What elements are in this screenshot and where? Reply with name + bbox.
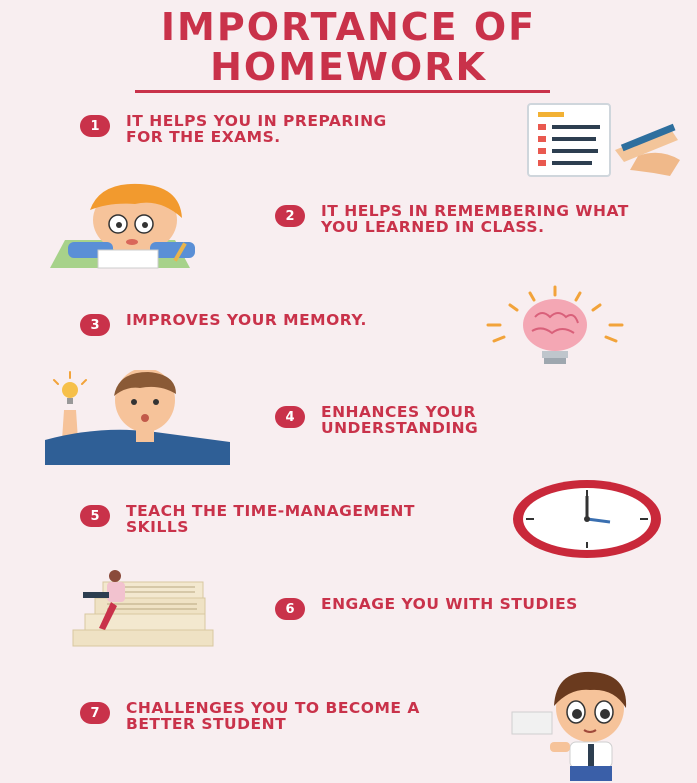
idea-man-icon bbox=[40, 370, 235, 465]
item-1-badge: 1 bbox=[80, 115, 110, 137]
item-3-text: IMPROVES YOUR MEMORY. bbox=[126, 311, 367, 329]
item-1-text: IT HELPS YOU IN PREPARING FOR THE EXAMS. bbox=[126, 112, 387, 146]
studying-boy-icon bbox=[40, 180, 200, 275]
item-4 bbox=[275, 404, 675, 436]
item-5-text: TEACH THE TIME-MANAGEMENT SKILLS bbox=[126, 502, 415, 536]
item-3 bbox=[80, 312, 420, 336]
checklist-pencil-icon bbox=[520, 100, 685, 180]
item-1 bbox=[80, 113, 400, 145]
item-7-text: CHALLENGES YOU TO BECOME A BETTER STUDENT bbox=[126, 699, 420, 733]
item-2-badge: 2 bbox=[275, 205, 305, 227]
item-6 bbox=[275, 596, 675, 620]
item-2 bbox=[275, 203, 675, 235]
item-2-text: IT HELPS IN REMEMBERING WHAT YOU LEARNED IN CLASS. bbox=[321, 202, 629, 236]
item-5-badge: 5 bbox=[80, 505, 110, 527]
item-7 bbox=[80, 700, 500, 732]
item-6-badge: 6 bbox=[275, 598, 305, 620]
books-reader-icon bbox=[55, 568, 230, 653]
item-4-text: ENHANCES YOUR UNDERSTANDING bbox=[321, 403, 479, 437]
student-boy-icon bbox=[510, 668, 645, 781]
title-line-2: HOMEWORK bbox=[210, 45, 487, 89]
title-line-1: IMPORTANCE OF bbox=[160, 5, 537, 49]
item-6-text: ENGAGE YOU WITH STUDIES bbox=[321, 595, 578, 613]
clock-icon bbox=[510, 478, 665, 560]
title-underline bbox=[135, 90, 550, 93]
item-5 bbox=[80, 503, 500, 535]
brain-bulb-icon bbox=[480, 285, 630, 370]
item-7-badge: 7 bbox=[80, 702, 110, 724]
item-4-badge: 4 bbox=[275, 406, 305, 428]
item-3-badge: 3 bbox=[80, 314, 110, 336]
